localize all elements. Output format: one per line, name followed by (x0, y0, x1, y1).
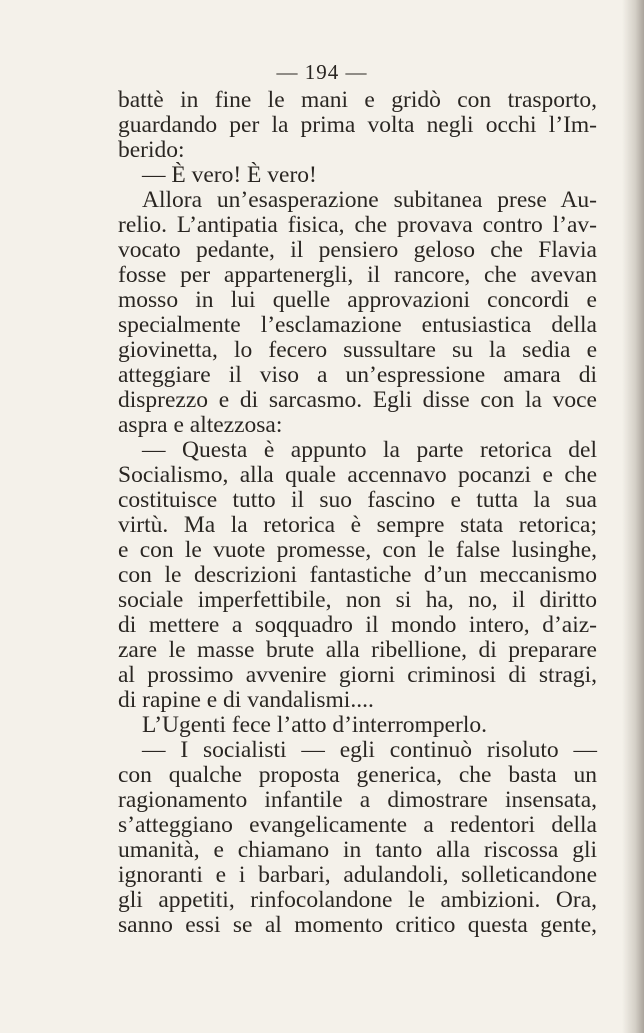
text-line: virtù. Ma la retorica è sempre stata retorica; (118, 512, 597, 538)
text-line: specialmente l’esclamazione entusiastica della (118, 312, 597, 338)
text-line: Allora un’esasperazione subitanea prese Au- (142, 187, 597, 213)
text-line: — I socialisti — egli continuò risoluto — (142, 737, 597, 763)
text-line: disprezzo e di sarcasmo. Egli disse con la voce (118, 387, 597, 413)
text-line: mosso in lui quelle approvazioni concordi e (118, 287, 597, 313)
text-line: L’Ugenti fece l’atto d’interromperlo. (142, 712, 487, 738)
text-line: ragionamento infantile a dimostrare insensata, (118, 787, 597, 813)
text-line: gli appetiti, rinfocolandone le ambizioni. Ora, (118, 887, 597, 913)
text-line: Socialismo, alla quale accennavo pocanzi e che (118, 462, 597, 488)
text-line: relio. L’antipatia fisica, che provava contro l’av- (118, 212, 597, 238)
text-line: — Questa è appunto la parte retorica del (142, 437, 597, 463)
text-line: al prossimo avvenire giorni criminosi di stragi, (118, 662, 597, 688)
text-line: ignoranti e i barbari, adulandoli, solleticandone (118, 862, 597, 888)
text-line: giovinetta, lo fecero sussultare su la sedia e (118, 337, 597, 363)
text-line: guardando per la prima volta negli occhi l’Im- (118, 112, 597, 138)
text-line: berido: (118, 137, 185, 163)
text-line: costituisce tutto il suo fascino e tutta la sua (118, 487, 597, 513)
text-line: sanno essi se al momento critico questa gente, (118, 912, 597, 938)
text-line: di mettere a soqquadro il mondo intero, d’aiz- (118, 612, 597, 638)
text-line: — È vero! È vero! (142, 162, 317, 188)
text-line: con qualche proposta generica, che basta un (118, 762, 597, 788)
page-edge-shadow (622, 0, 644, 1033)
text-line: zare le masse brute alla ribellione, di preparare (118, 637, 597, 663)
text-line: e con le vuote promesse, con le false lusinghe, (118, 537, 597, 563)
text-line: vocato pedante, il pensiero geloso che Flavia (118, 237, 597, 263)
text-line: sociale imperfettibile, non si ha, no, il diritto (118, 587, 597, 613)
text-line: umanità, e chiamano in tanto alla riscossa gli (118, 837, 597, 863)
body-text (118, 88, 597, 938)
text-line: aspra e altezzosa: (118, 412, 283, 438)
text-line: con le descrizioni fantastiche d’un meccanismo (118, 562, 597, 588)
text-line: battè in fine le mani e gridò con trasporto, (118, 87, 597, 113)
text-line: s’atteggiano evangelicamente a redentori della (118, 812, 597, 838)
text-line: fosse per appartenergli, il rancore, che avevan (118, 262, 597, 288)
page-number: — 194 — (276, 60, 368, 84)
text-line: di rapine e di vandalismi.... (118, 687, 374, 713)
text-line: atteggiare il viso a un’espressione amara di (118, 362, 597, 388)
